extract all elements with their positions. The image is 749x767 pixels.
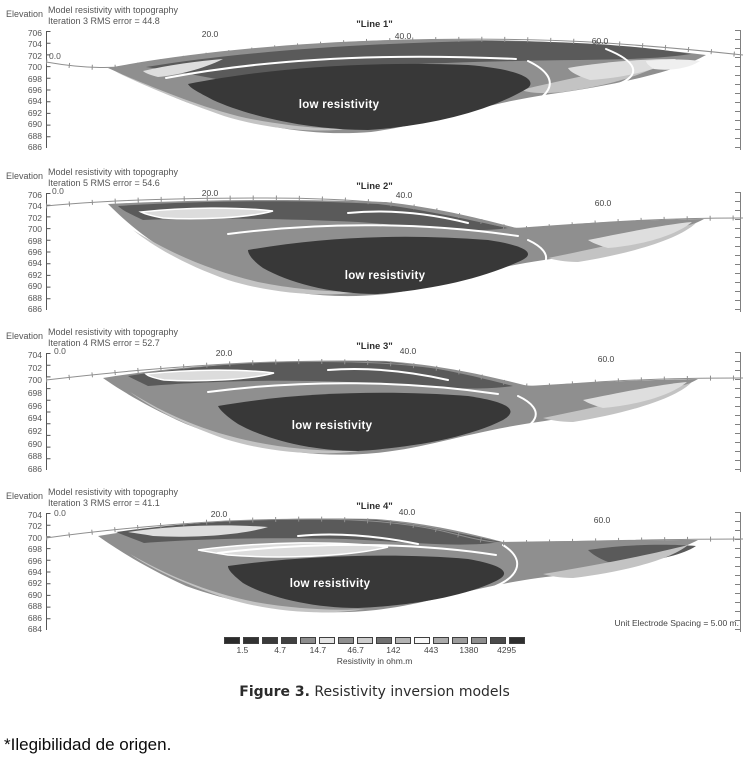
legend-swatch [262,637,278,644]
low-resistivity-annotation: low resistivity [344,270,426,282]
elevation-tick-label: 696 [27,555,42,566]
figure-panel-line-3 [0,326,749,486]
legend-swatch [452,637,468,644]
panel-header-line1: Model resistivity with topography [48,487,179,497]
panel-header-line2: Iteration 5 RMS error = 54.6 [48,178,160,188]
low-resistivity-annotation: low resistivity [298,99,380,111]
elevation-tick-label: 690 [27,589,42,600]
elevation-tick-label: 688 [27,292,42,303]
elevation-tick-label: 694 [27,413,42,424]
elevation-tick-label: 688 [27,451,42,462]
elevation-tick-label: 700 [27,375,42,386]
elevation-tick-labels [12,511,42,633]
legend-swatch [414,637,430,644]
elevation-tick-labels [12,351,42,473]
elevation-tick-label: 706 [27,190,42,200]
legend-value-labels [224,645,526,655]
legend-value-label: 4295 [497,645,517,655]
resistivity-section-art [46,28,744,158]
low-resistivity-annotation: low resistivity [291,420,373,432]
elevation-tick-label: 694 [27,258,42,269]
elevation-tick-labels [12,191,42,313]
distance-tick-label: 60.0 [597,354,615,364]
legend-swatch [338,637,354,644]
distance-tick-label: 40.0 [399,346,417,356]
panel-header-line2: Iteration 3 RMS error = 41.1 [48,498,160,508]
elevation-tick-label: 698 [27,387,42,398]
legend-swatch [224,637,240,644]
elevation-tick-label: 698 [27,73,42,84]
elevation-tick-label: 690 [27,281,42,292]
distance-tick-label: 20.0 [201,29,219,39]
legend-value-label: 1380 [459,645,479,655]
elevation-tick-label: 692 [27,269,42,280]
panel-header-line1: Model resistivity with topography [48,327,179,337]
elevation-axis-title: Elevation [6,331,44,341]
legend-value-label: 443 [424,645,439,655]
origin-label: 0.0 [54,508,66,518]
distance-tick-label: 60.0 [593,515,611,525]
elevation-tick-labels [12,29,42,151]
low-resistivity-annotation: low resistivity [289,578,371,590]
distance-tick-label: 40.0 [394,31,412,41]
elevation-tick-label: 688 [27,130,42,141]
elevation-tick-label: 700 [27,62,42,73]
legend-swatch [319,637,335,644]
resistivity-section-art [46,350,744,480]
legend-value-label: 46.7 [347,645,364,655]
elevation-tick-label: 690 [27,119,42,130]
elevation-tick-label: 704 [27,510,42,520]
resistivity-legend [0,637,749,666]
legend-swatch [357,637,373,644]
elevation-tick-label: 694 [27,566,42,577]
legend-swatch [490,637,506,644]
distance-tick-label: 40.0 [395,190,413,200]
elevation-tick-label: 686 [27,303,42,314]
elevation-tick-label: 700 [27,532,42,543]
legend-title: Resistivity in ohm.m [336,656,413,666]
legend-swatch [300,637,316,644]
elevation-tick-label: 700 [27,224,42,235]
distance-tick-label: 20.0 [210,509,228,519]
elevation-axis-title: Elevation [6,491,44,501]
elevation-tick-label: 704 [27,39,42,50]
legend-swatch [509,637,525,644]
legend-value-label: 142 [386,645,401,655]
panel-title: "Line 4" [356,501,393,512]
panel-header-line2: Iteration 3 RMS error = 44.8 [48,16,160,26]
legend-swatch [243,637,259,644]
footnote: *Ilegibilidad de origen. [4,735,172,754]
origin-label: 0.0 [52,186,64,196]
origin-label: 0.0 [49,51,61,61]
elevation-tick-label: 688 [27,601,42,612]
panel-title: "Line 2" [356,181,393,192]
elevation-tick-label: 706 [27,28,42,38]
resistivity-section-art [46,190,744,320]
elevation-tick-label: 686 [27,141,42,152]
panel-header-line1: Model resistivity with topography [48,167,179,177]
elevation-tick-label: 686 [27,612,42,623]
elevation-tick-label: 702 [27,50,42,61]
figure-caption-number: Figure 3. [239,684,310,700]
elevation-tick-label: 692 [27,425,42,436]
panel-title: "Line 1" [356,19,393,30]
elevation-axis-title: Elevation [6,9,44,19]
distance-tick-label: 40.0 [398,507,416,517]
origin-label: 0.0 [54,346,66,356]
elevation-tick-label: 696 [27,84,42,95]
elevation-tick-label: 692 [27,578,42,589]
elevation-tick-label: 702 [27,362,42,373]
legend-swatch [376,637,392,644]
distance-tick-label: 60.0 [591,36,609,46]
elevation-tick-label: 694 [27,96,42,107]
elevation-tick-label: 692 [27,107,42,118]
panel-title: "Line 3" [356,341,393,352]
legend-swatch [395,637,411,644]
legend-swatch [281,637,297,644]
distance-tick-label: 60.0 [594,198,612,208]
elevation-tick-label: 702 [27,521,42,532]
elevation-tick-label: 696 [27,400,42,411]
elevation-tick-label: 696 [27,246,42,257]
elevation-tick-label: 698 [27,235,42,246]
panel-header-line2: Iteration 4 RMS error = 52.7 [48,338,160,348]
elevation-tick-label: 686 [27,463,42,474]
distance-tick-label: 20.0 [215,348,233,358]
figure-panel-line-2 [0,166,749,326]
figure-caption-text: Resistivity inversion models [309,684,510,700]
legend-value-label: 14.7 [309,645,327,655]
legend-swatches [224,637,525,644]
elevation-tick-label: 702 [27,212,42,223]
figure-panel-line-1 [0,4,749,164]
legend-swatch [471,637,487,644]
distance-tick-label: 20.0 [201,188,219,198]
elevation-tick-label: 704 [27,201,42,212]
elevation-tick-label: 704 [27,350,42,360]
elevation-axis-title: Elevation [6,171,44,181]
figure-caption [0,684,749,700]
legend-value-label: 1.5 [236,645,249,655]
elevation-tick-label: 698 [27,544,42,555]
elevation-tick-label: 684 [27,623,42,634]
legend-value-label: 4.7 [274,645,287,655]
unit-electrode-spacing-note: Unit Electrode Spacing = 5.00 m. [614,618,739,628]
legend-swatch [433,637,449,644]
panel-header-line1: Model resistivity with topography [48,5,179,15]
elevation-tick-label: 690 [27,438,42,449]
